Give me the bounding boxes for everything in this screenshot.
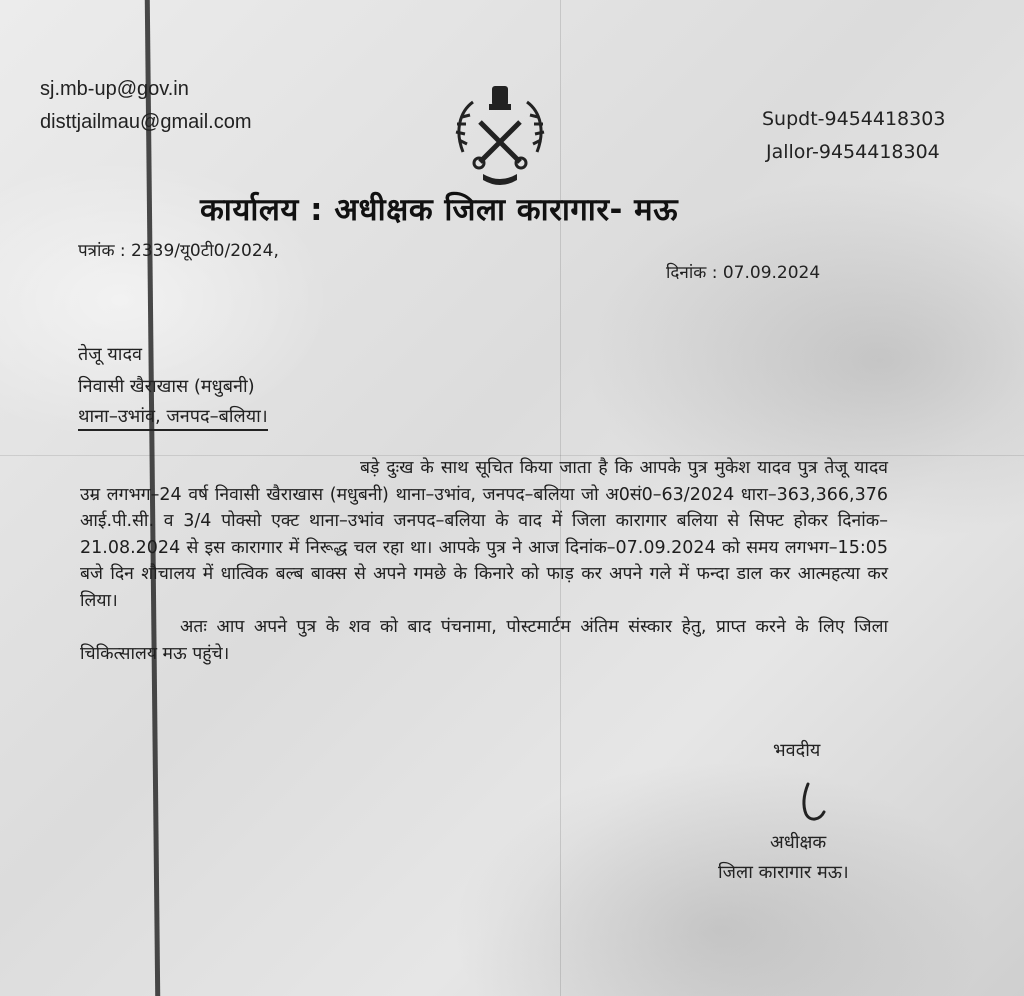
email-gmail: disttjailmau@gmail.com (40, 111, 252, 133)
body-paragraph: अतः आप अपने पुत्र के शव को बाद पंचनामा, पोस्टमार्टम अंतिम संस्कार हेतु, प्राप्त करने के लिए जिला चिकित्सालय मऊ पहुंचे। (80, 617, 888, 664)
phone-supdt: Supdt-9454418303 (762, 108, 946, 130)
signatory-designation: अधीक्षक (770, 832, 827, 853)
recipient-name: तेजू यादव (78, 344, 143, 365)
recipient-village: निवासी खैराखास (मधुबनी) (78, 376, 255, 397)
signatory-office: जिला कारागार मऊ। (718, 862, 849, 883)
email-gov: sj.mb-up@gov.in (40, 78, 189, 100)
recipient-district: थाना–उभांव, जनपद–बलिया। (78, 404, 268, 431)
up-police-emblem-icon (445, 82, 555, 192)
letter-body (80, 455, 888, 667)
letter-number: पत्रांक : 2339/यू0टी0/2024, (78, 241, 279, 261)
phone-jailor: Jallor-9454418304 (766, 141, 940, 163)
body-paragraph: बड़े दुःख के साथ सूचित किया जाता है कि आपके पुत्र मुकेश यादव पुत्र तेजू यादव उम्र लगभग–24 वर्ष निवासी खैराखास (मधुबनी) थाना–उभांव, जनपद–बलिया जो अ0सं0–63/2024 धारा–363,366,376 आई.पी.सी. व 3/4 पोक्सो एक्ट थाना–उभांव जनपद–बलिया के वाद में जिला कारागार बलिया से सिफ्ट होकर दिनांक–21.08.2024 से इस कारागार में निरूद्ध चल रहा था। आपके पुत्र ने आज दिनांक–07.09.2024 को समय लगभग–15:05 बजे दिन शौचालय में धात्विक बल्ब बाक्स से अपने गमछे के किनारे को फाड़ कर अपने गले में फन्दा डाल कर आत्महत्या कर लिया। (80, 458, 888, 611)
handwritten-signature-icon (790, 780, 840, 830)
letter-date: दिनांक : 07.09.2024 (666, 263, 821, 283)
closing-salutation: भवदीय (773, 740, 821, 761)
office-heading: कार्यालय : अधीक्षक जिला कारागार- मऊ (200, 192, 679, 228)
